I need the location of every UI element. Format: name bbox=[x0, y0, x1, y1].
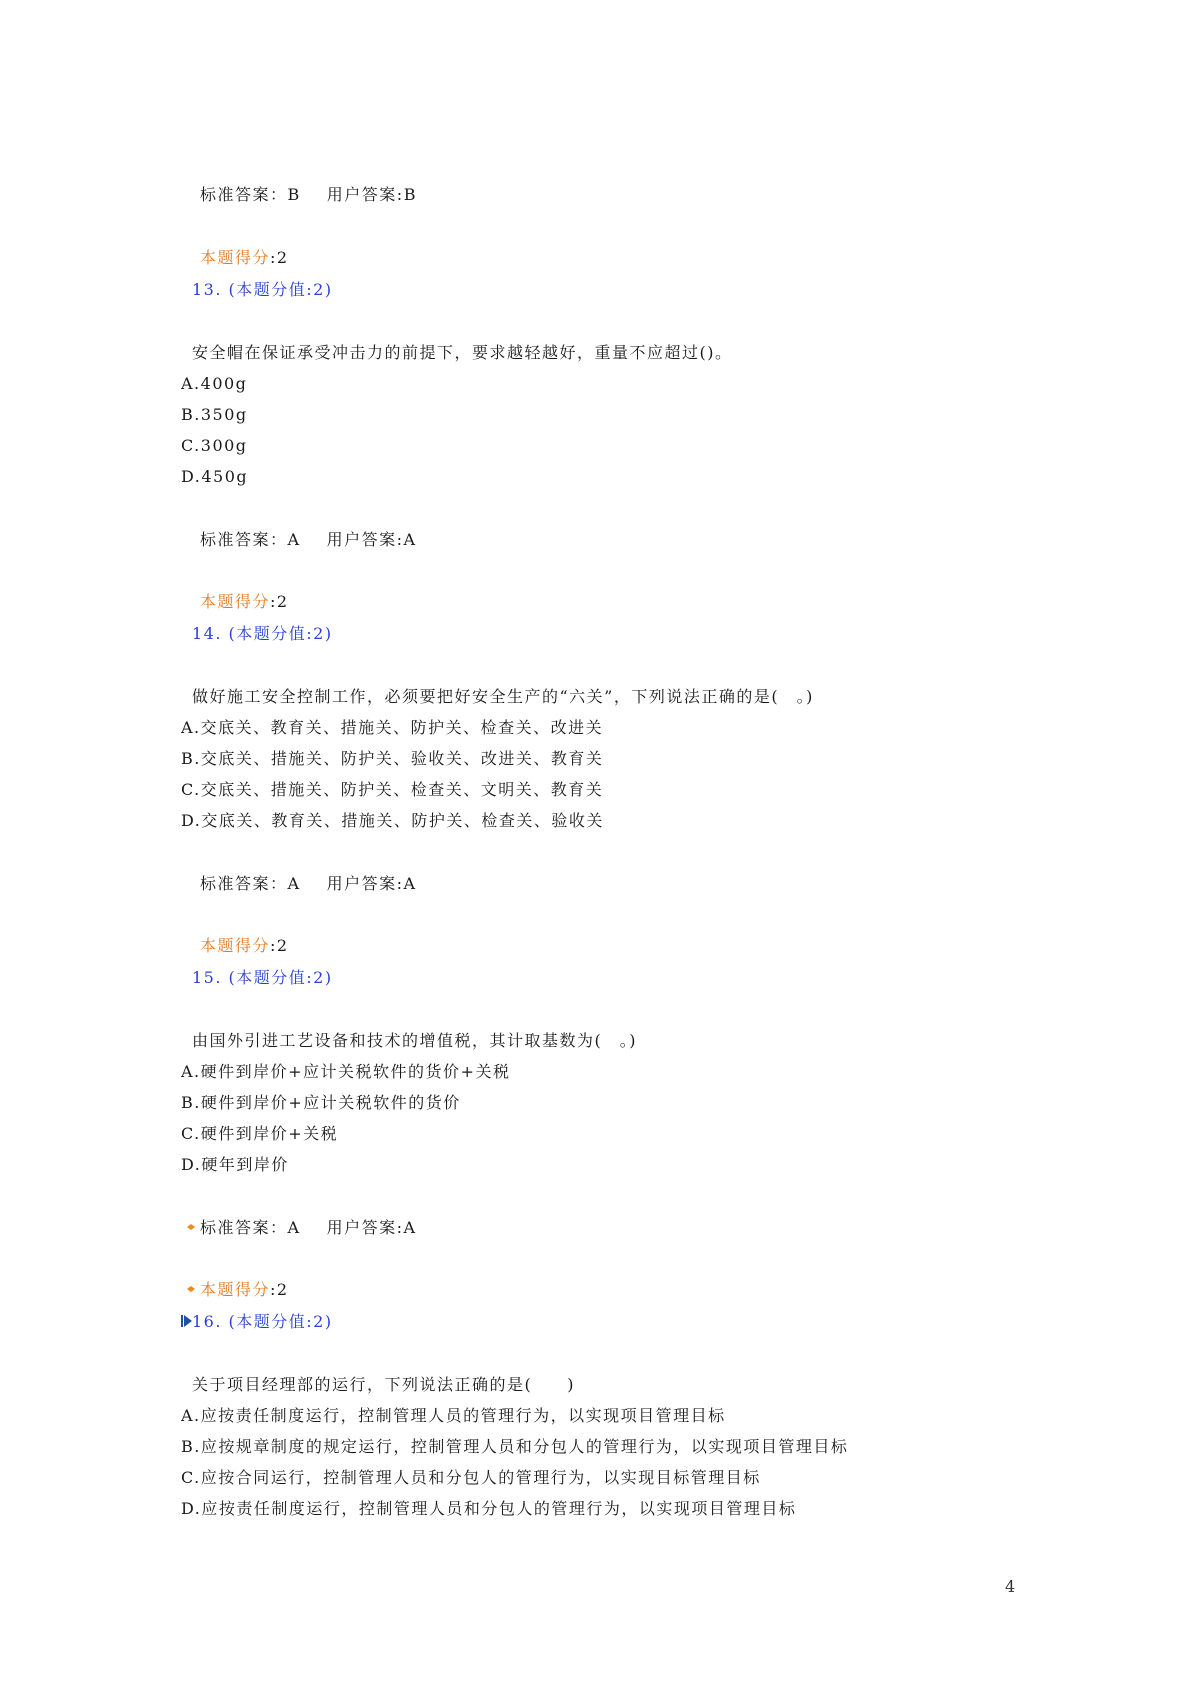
option-a: A.交底关、教育关、措施关、防护关、检查关、改进关 bbox=[181, 718, 604, 737]
answer-line bbox=[200, 1218, 417, 1238]
option-a: A.400g bbox=[181, 374, 248, 393]
bullet-marker-icon bbox=[186, 1284, 196, 1294]
standard-answer-label: 标准答案： bbox=[200, 1218, 288, 1237]
user-answer-label: 用户答案: bbox=[326, 1218, 404, 1237]
page-number: 4 bbox=[1005, 1577, 1016, 1596]
score-line bbox=[200, 592, 289, 612]
standard-answer-label: 标准答案： bbox=[200, 530, 288, 549]
option-b: B.交底关、措施关、防护关、验收关、改进关、教育关 bbox=[181, 749, 604, 768]
score-line bbox=[200, 248, 289, 268]
option-c: C.应按合同运行，控制管理人员和分包人的管理行为，以实现目标管理目标 bbox=[181, 1468, 761, 1487]
option-d: D.450g bbox=[181, 467, 249, 486]
bullet-marker-icon bbox=[186, 1222, 196, 1232]
standard-answer-label: 标准答案： bbox=[200, 874, 288, 893]
option-b: B.350g bbox=[181, 405, 248, 424]
user-answer-value: A bbox=[403, 874, 417, 893]
option-c: C.硬件到岸价+关税 bbox=[181, 1124, 339, 1143]
question-header: 14. (本题分值:2) bbox=[192, 624, 333, 643]
score-label: 本题得分 bbox=[200, 248, 271, 267]
score-value: :2 bbox=[270, 936, 289, 955]
score-label: 本题得分 bbox=[200, 1280, 271, 1299]
user-answer-value: B bbox=[403, 185, 417, 204]
score-label: 本题得分 bbox=[200, 592, 271, 611]
user-answer-value: A bbox=[403, 1218, 417, 1237]
user-answer-label: 用户答案: bbox=[326, 874, 404, 893]
standard-answer-value: A bbox=[287, 1218, 301, 1237]
question-header: 16. (本题分值:2) bbox=[192, 1312, 333, 1331]
score-label: 本题得分 bbox=[200, 936, 271, 955]
standard-answer-value: A bbox=[287, 874, 301, 893]
score-value: :2 bbox=[270, 592, 289, 611]
option-d: D.应按责任制度运行，控制管理人员和分包人的管理行为，以实现项目管理目标 bbox=[181, 1499, 797, 1518]
option-b: B.硬件到岸价+应计关税软件的货价 bbox=[181, 1093, 461, 1112]
user-answer-label: 用户答案: bbox=[326, 530, 404, 549]
answer-line bbox=[200, 185, 417, 205]
answer-line bbox=[200, 874, 417, 894]
option-c: C.交底关、措施关、防护关、检查关、文明关、教育关 bbox=[181, 780, 604, 799]
user-answer-label: 用户答案: bbox=[326, 185, 404, 204]
question-stem: 由国外引进工艺设备和技术的增值税，其计取基数为( 。) bbox=[192, 1031, 637, 1050]
option-d: D.硬年到岸价 bbox=[181, 1155, 289, 1174]
score-value: :2 bbox=[270, 1280, 289, 1299]
score-value: :2 bbox=[270, 248, 289, 267]
standard-answer-value: A bbox=[287, 530, 301, 549]
question-stem: 安全帽在保证承受冲击力的前提下，要求越轻越好，重量不应超过()。 bbox=[192, 343, 733, 362]
option-a: A.硬件到岸价+应计关税软件的货价+关税 bbox=[181, 1062, 511, 1081]
user-answer-value: A bbox=[403, 530, 417, 549]
option-a: A.应按责任制度运行，控制管理人员的管理行为，以实现项目管理目标 bbox=[181, 1406, 726, 1425]
score-line bbox=[200, 1280, 289, 1300]
score-line bbox=[200, 936, 289, 956]
question-header: 13. (本题分值:2) bbox=[192, 280, 333, 299]
question-stem: 关于项目经理部的运行，下列说法正确的是( ) bbox=[192, 1375, 575, 1394]
standard-answer-value: B bbox=[287, 185, 301, 204]
option-b: B.应按规章制度的规定运行，控制管理人员和分包人的管理行为，以实现项目管理目标 bbox=[181, 1437, 849, 1456]
option-d: D.交底关、教育关、措施关、防护关、检查关、验收关 bbox=[181, 811, 604, 830]
question-header: 15. (本题分值:2) bbox=[192, 968, 333, 987]
option-c: C.300g bbox=[181, 436, 248, 455]
standard-answer-label: 标准答案： bbox=[200, 185, 288, 204]
question-stem: 做好施工安全控制工作，必须要把好安全生产的“六关”，下列说法正确的是( 。) bbox=[192, 687, 814, 706]
answer-line bbox=[200, 530, 417, 550]
